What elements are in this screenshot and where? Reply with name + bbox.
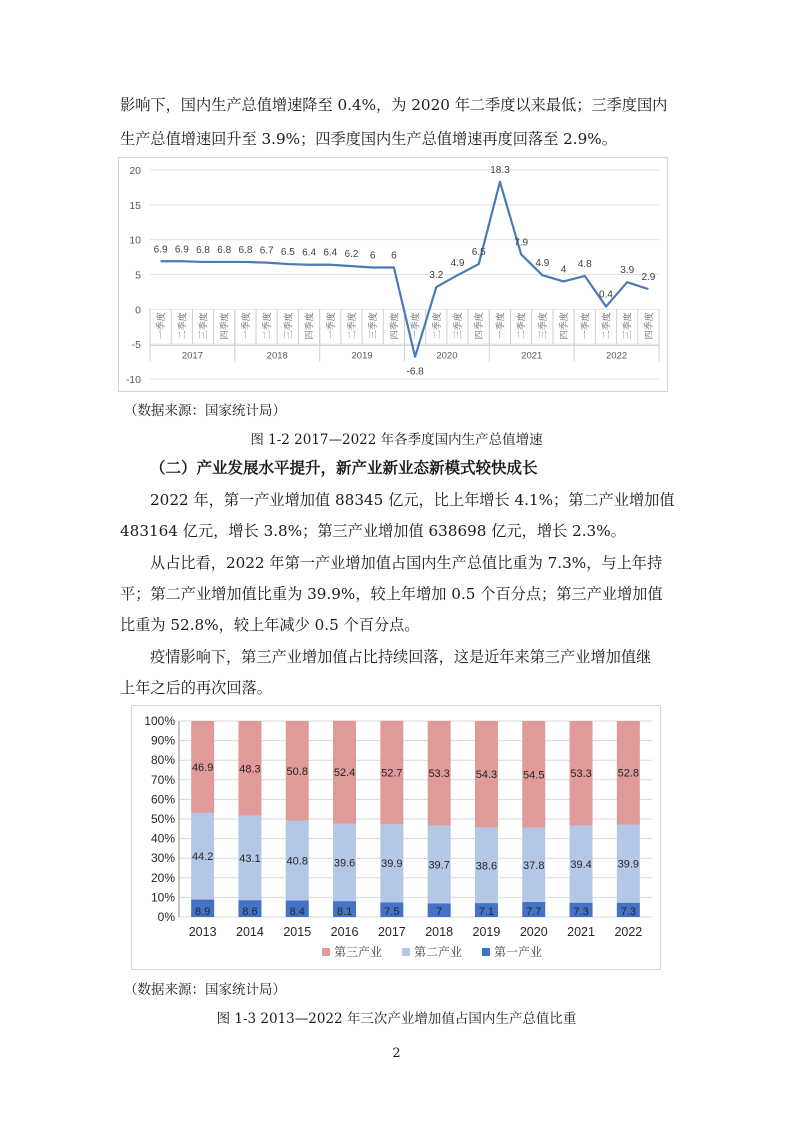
x-tick-label: 一季度 [580,312,591,340]
year-label: 2017 [181,350,203,362]
data-label: 6.5 [280,247,295,259]
x-tick-label: 2013 [188,925,217,939]
legend-label: 第三产业 [334,945,383,959]
x-tick-label: 二季度 [516,312,527,340]
paragraph-line: 483164 亿元，增长 3.8%；第三产业增加值 638698 亿元，增长 2.3%。 [120,522,626,540]
data-label: -6.8 [406,366,424,378]
year-label: 2020 [436,350,458,362]
quarterly-gdp-growth-chart [118,157,668,392]
data-label: 6.5 [471,247,486,259]
figure-caption: 图 1-2 2017—2022 年各季度国内生产总值增速 [250,432,543,448]
x-tick-label: 一季度 [495,312,506,340]
data-label: 54.3 [475,769,498,782]
y-tick-label: 5 [135,269,141,282]
line-chart-svg [119,158,667,391]
data-label: 7.3 [620,906,636,918]
data-label: 52.7 [381,767,403,780]
data-label: 6.4 [323,247,338,259]
x-tick-label: 四季度 [559,312,570,340]
data-label: 44.2 [191,851,214,864]
x-tick-label: 三季度 [537,312,548,340]
x-tick-label: 三季度 [283,312,294,340]
data-label: 40.8 [286,855,308,868]
legend-swatch [322,948,330,956]
x-tick-label: 三季度 [453,312,464,340]
y-tick-label: 50% [150,812,175,826]
x-tick-label: 一季度 [240,312,251,340]
data-label: 6.8 [196,244,210,256]
data-label: 3.2 [429,270,444,282]
data-label: 4.9 [450,258,465,270]
page-number: 2 [392,1046,401,1061]
data-label: 6.2 [344,249,359,261]
data-label: 53.3 [428,768,450,781]
data-label: 39.6 [333,857,356,870]
data-label: 7.1 [478,906,495,918]
x-tick-label: 2015 [283,925,312,939]
y-tick-label: 10% [150,890,175,905]
x-tick-label: 一季度 [410,312,421,340]
paragraph-line: 2022 年，第一产业增加值 88345 亿元，比上年增长 4.1%；第二产业增加值 [150,491,675,509]
paragraph-line: 疫情影响下，第三产业增加值占比持续回落，这是近年来第三产业增加值继 [150,648,652,666]
paragraph-line: 平；第二产业增加值比重为 39.9%，较上年增加 0.5 个百分点；第三产业增加值 [120,585,663,603]
x-tick-label: 2021 [567,925,595,939]
x-tick-label: 三季度 [368,312,379,340]
data-label: 6.9 [153,244,168,256]
x-tick-label: 四季度 [389,312,400,340]
y-tick-label: -10 [125,374,141,386]
y-tick-label: 40% [150,831,175,846]
x-tick-label: 一季度 [156,312,167,340]
data-label: 6 [369,250,376,262]
data-label: 8.9 [195,906,211,918]
y-tick-label: 60% [150,792,175,807]
data-label: 54.5 [523,769,545,782]
y-tick-label: 30% [150,851,175,866]
section-heading: （二）产业发展水平提升，新产业新业态新模式较快成长 [150,459,538,477]
data-label: 18.3 [490,164,510,176]
year-label: 2019 [351,350,373,362]
x-tick-label: 四季度 [643,312,654,340]
x-tick-label: 二季度 [346,312,357,340]
y-tick-label: 100% [144,714,175,728]
x-tick-label: 2022 [614,925,643,939]
data-label: 7 [436,906,443,918]
data-label: 7.9 [514,237,529,249]
data-label: 48.3 [239,763,261,776]
legend-swatch [482,948,490,956]
data-label: 7.3 [573,906,589,918]
paragraph-line: 生产总值增速回升至 3.9%；四季度国内生产总值增速再度回落至 2.9%。 [120,130,617,148]
data-label: 50.8 [286,765,308,778]
x-tick-label: 二季度 [262,312,273,340]
x-tick-label: 二季度 [601,312,612,340]
legend-swatch [402,948,410,956]
paragraph-line: 从占比看，2022 年第一产业增加值占国内生产总值比重为 7.3%，与上年持 [150,554,663,572]
data-label: 6.8 [217,244,232,256]
x-tick-label: 二季度 [431,312,442,340]
data-label: 4.8 [577,258,592,270]
y-tick-label: 90% [150,733,175,748]
data-label: 8.4 [289,906,305,918]
data-label: 37.8 [523,859,545,872]
data-label: 6 [391,250,397,262]
data-label: 3.9 [620,265,635,277]
data-label: 0.4 [599,289,613,301]
data-label: 39.7 [428,859,450,872]
stacked-bar-chart-svg [132,706,660,969]
y-tick-label: 70% [150,772,175,787]
x-tick-label: 2014 [236,925,264,939]
data-label: 8.1 [336,906,353,918]
data-label: 38.6 [475,860,498,873]
paragraph-line: 影响下，国内生产总值增速降至 0.4%，为 2020 年二季度以来最低；三季度国内 [120,96,668,114]
data-source-note: （数据来源：国家统计局） [124,403,286,419]
data-label: 6.7 [259,245,274,257]
data-label: 4.9 [535,258,550,270]
data-label: 53.3 [570,768,592,781]
y-tick-label: 10 [129,234,141,247]
legend-label: 第一产业 [494,945,543,959]
data-label: 52.8 [617,767,640,780]
x-tick-label: 四季度 [474,312,485,340]
x-tick-label: 2020 [519,925,548,939]
data-label: 8.6 [242,906,258,918]
x-tick-label: 2019 [472,925,501,939]
y-tick-label: 20% [150,870,175,885]
data-label: 6.9 [174,244,189,256]
year-label: 2021 [521,350,543,362]
data-source-note: （数据来源：国家统计局） [124,982,286,998]
x-tick-label: 2018 [425,925,454,939]
paragraph-line: 比重为 52.8%，较上年减少 0.5 个百分点。 [120,616,420,634]
year-label: 2018 [266,350,288,362]
data-label: 39.4 [570,859,592,872]
y-tick-label: -5 [131,339,141,352]
y-tick-label: 80% [150,753,175,768]
x-tick-label: 三季度 [622,312,633,340]
paragraph-line: 上年之后的再次回落。 [120,679,272,697]
data-label: 7.5 [384,906,400,918]
y-tick-label: 20 [129,165,141,177]
data-label: 39.9 [381,858,403,871]
data-label: 7.7 [526,906,542,918]
data-label: 2.9 [641,272,656,284]
data-label: 52.4 [333,767,356,780]
x-tick-label: 2016 [330,925,359,939]
y-tick-label: 0 [135,304,141,317]
x-tick-label: 一季度 [325,312,336,340]
figure-caption: 图 1-3 2013—2022 年三次产业增加值占国内生产总值比重 [216,1011,577,1027]
legend-label: 第二产业 [414,945,463,959]
x-tick-label: 2017 [377,925,406,939]
y-tick-label: 15 [129,199,141,212]
data-label: 43.1 [239,852,261,865]
x-tick-label: 二季度 [177,312,188,340]
x-tick-label: 三季度 [198,312,209,340]
x-tick-label: 四季度 [304,312,315,340]
year-label: 2022 [606,350,628,362]
data-label: 6.8 [238,244,253,256]
industry-share-chart [131,705,661,970]
data-label: 4 [560,264,567,276]
data-label: 46.9 [191,761,214,774]
data-label: 39.9 [617,858,640,871]
x-tick-label: 四季度 [219,312,230,340]
data-label: 6.4 [302,247,317,259]
y-tick-label: 0% [157,910,175,924]
